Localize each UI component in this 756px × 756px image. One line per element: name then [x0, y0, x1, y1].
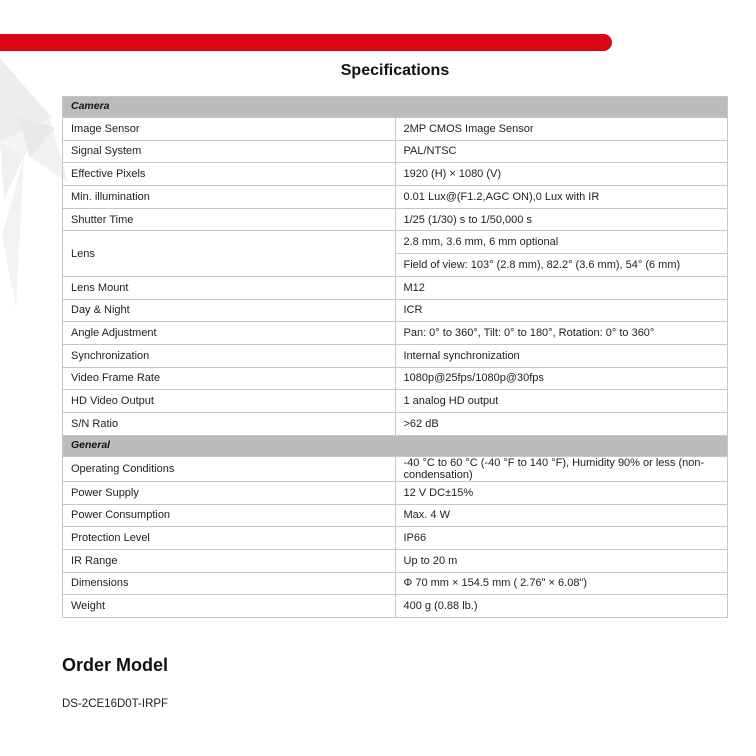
spec-label: Lens Mount — [63, 276, 396, 299]
table-row — [63, 208, 728, 231]
spec-label: Shutter Time — [63, 208, 396, 231]
spec-value: Internal synchronization — [395, 344, 728, 367]
table-row — [63, 412, 728, 435]
page-title: Specifications — [340, 62, 450, 79]
spec-label: Power Consumption — [63, 504, 396, 527]
spec-value: 400 g (0.88 lb.) — [395, 595, 728, 618]
spec-label: IR Range — [63, 549, 396, 572]
spec-label: Protection Level — [63, 527, 396, 550]
spec-label: Effective Pixels — [63, 163, 396, 186]
table-row — [63, 504, 728, 527]
spec-value: 2.8 mm, 3.6 mm, 6 mm optional — [395, 231, 728, 254]
table-row — [63, 344, 728, 367]
table-row — [63, 163, 728, 186]
section-header-row — [63, 435, 728, 456]
spec-label: Video Frame Rate — [63, 367, 396, 390]
spec-value: 1 analog HD output — [395, 390, 728, 413]
spec-label: Angle Adjustment — [63, 322, 396, 345]
spec-label: Weight — [63, 595, 396, 618]
spec-table-body — [63, 97, 728, 618]
section-header-camera: Camera — [63, 97, 728, 118]
table-row — [63, 322, 728, 345]
spec-value: Φ 70 mm × 154.5 mm ( 2.76" × 6.08") — [395, 572, 728, 595]
spec-value: 1920 (H) × 1080 (V) — [395, 163, 728, 186]
table-row — [63, 456, 728, 481]
section-header-row — [63, 97, 728, 118]
spec-label: Day & Night — [63, 299, 396, 322]
table-row — [63, 367, 728, 390]
table-row — [63, 231, 728, 254]
spec-label: S/N Ratio — [63, 412, 396, 435]
top-red-banner — [0, 34, 612, 51]
table-row — [63, 572, 728, 595]
spec-value: 1080p@25fps/1080p@30fps — [395, 367, 728, 390]
spec-value: 0.01 Lux@(F1.2,AGC ON),0 Lux with IR — [395, 186, 728, 209]
table-row — [63, 527, 728, 550]
spec-value: Up to 20 m — [395, 549, 728, 572]
spec-value: IP66 — [395, 527, 728, 550]
table-row — [63, 481, 728, 504]
spec-value: Max. 4 W — [395, 504, 728, 527]
spec-label: Min. illumination — [63, 186, 396, 209]
section-header-general: General — [63, 435, 728, 456]
spec-value: PAL/NTSC — [395, 140, 728, 163]
spec-label: Synchronization — [63, 344, 396, 367]
spec-value: -40 °C to 60 °C (-40 °F to 140 °F), Humidity 90% or less (non-condensation) — [395, 456, 728, 481]
table-row — [63, 276, 728, 299]
spec-value: M12 — [395, 276, 728, 299]
spec-label: HD Video Output — [63, 390, 396, 413]
spec-table — [62, 96, 728, 618]
table-row — [63, 595, 728, 618]
spec-value: 12 V DC±15% — [395, 481, 728, 504]
watermark-graphic — [0, 50, 70, 320]
spec-label: Image Sensor — [63, 118, 396, 141]
order-model-heading: Order Model — [62, 655, 169, 675]
spec-value: 1/25 (1/30) s to 1/50,000 s — [395, 208, 728, 231]
spec-value: Pan: 0° to 360°, Tilt: 0° to 180°, Rotation: 0° to 360° — [395, 322, 728, 345]
table-row — [63, 140, 728, 163]
spec-label: Signal System — [63, 140, 396, 163]
table-row — [63, 186, 728, 209]
spec-value: >62 dB — [395, 412, 728, 435]
spec-label: Dimensions — [63, 572, 396, 595]
table-row — [63, 299, 728, 322]
table-row — [63, 390, 728, 413]
spec-label: Power Supply — [63, 481, 396, 504]
table-row — [63, 549, 728, 572]
spec-value: 2MP CMOS Image Sensor — [395, 118, 728, 141]
spec-label: Lens — [63, 231, 396, 276]
table-row — [63, 118, 728, 141]
order-model-value: DS-2CE16D0T-IRPF — [62, 698, 169, 710]
spec-label: Operating Conditions — [63, 456, 396, 481]
spec-value: ICR — [395, 299, 728, 322]
spec-value: Field of view: 103° (2.8 mm), 82.2° (3.6 mm), 54° (6 mm) — [395, 254, 728, 277]
